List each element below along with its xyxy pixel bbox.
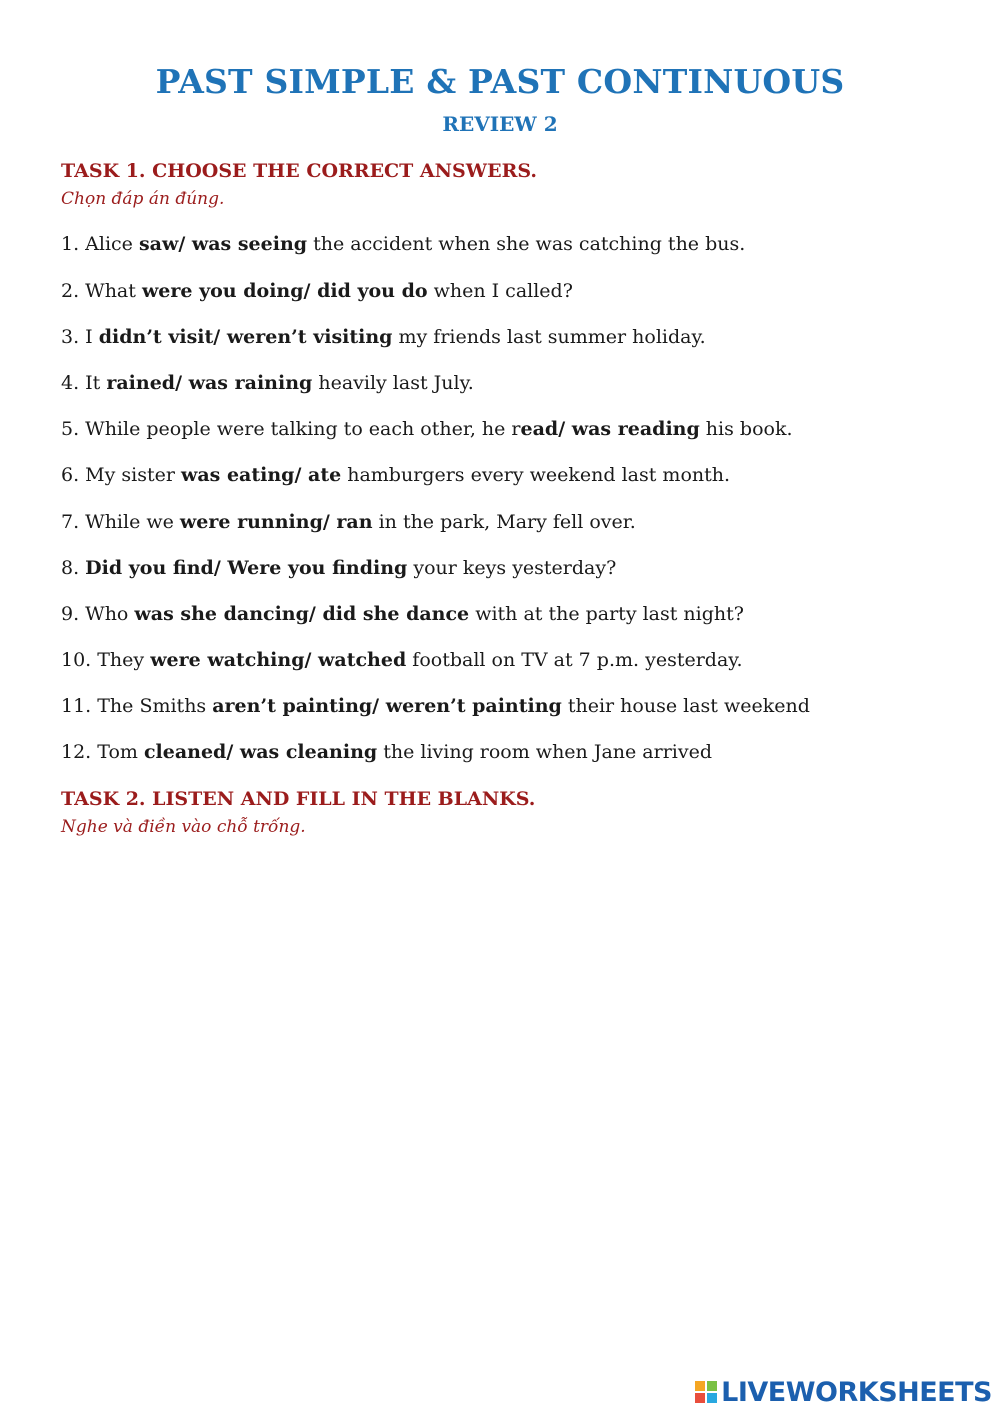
question-3: 3. I didn’t visit/ weren’t visiting my friends last summer holiday. bbox=[61, 326, 706, 348]
liveworksheets-logo bbox=[695, 1377, 992, 1407]
question-11: 11. The Smiths aren’t painting/ weren’t painting their house last weekend bbox=[61, 695, 810, 717]
task2-note: Nghe và điền vào chỗ trống. bbox=[61, 817, 306, 837]
question-1: 1. Alice saw/ was seeing the accident when she was catching the bus. bbox=[61, 233, 746, 255]
answer-options[interactable]: were running/ ran bbox=[179, 511, 373, 533]
page-title: PAST SIMPLE & PAST CONTINUOUS bbox=[155, 62, 845, 101]
question-6: 6. My sister was eating/ ate hamburgers every weekend last month. bbox=[61, 464, 731, 486]
logo-text: LIVEWORKSHEETS bbox=[721, 1376, 992, 1408]
question-10: 10. They were watching/ watched football on TV at 7 p.m. yesterday. bbox=[61, 649, 743, 671]
question-8: 8. Did you find/ Were you finding your keys yesterday? bbox=[61, 557, 617, 579]
task1-heading: TASK 1. CHOOSE THE CORRECT ANSWERS. bbox=[61, 160, 538, 182]
question-2: 2. What were you doing/ did you do when I called? bbox=[61, 280, 573, 302]
question-5: 5. While people were talking to each other, he read/ was reading his book. bbox=[61, 418, 793, 440]
answer-options[interactable]: rained/ was raining bbox=[106, 372, 313, 394]
answer-options[interactable]: cleaned/ was cleaning bbox=[143, 741, 378, 763]
answer-options[interactable]: Did you find/ Were you finding bbox=[85, 557, 408, 579]
task1-note: Chọn đáp án đúng. bbox=[61, 189, 225, 209]
page-subtitle: REVIEW 2 bbox=[442, 112, 558, 136]
question-12: 12. Tom cleaned/ was cleaning the living room when Jane arrived bbox=[61, 741, 712, 763]
answer-options[interactable]: saw/ was seeing bbox=[138, 233, 308, 255]
answer-options[interactable]: aren’t painting/ weren’t painting bbox=[212, 695, 562, 717]
answer-options[interactable]: was eating/ ate bbox=[180, 464, 342, 486]
answer-options[interactable]: were watching/ watched bbox=[150, 649, 407, 671]
question-9: 9. Who was she dancing/ did she dance with at the party last night? bbox=[61, 603, 744, 625]
question-7: 7. While we were running/ ran in the park, Mary fell over. bbox=[61, 511, 636, 533]
logo-blocks-icon bbox=[695, 1381, 717, 1403]
answer-options[interactable]: were you doing/ did you do bbox=[141, 280, 428, 302]
question-4: 4. It rained/ was raining heavily last July. bbox=[61, 372, 474, 394]
answer-options[interactable]: was she dancing/ did she dance bbox=[134, 603, 470, 625]
answer-options[interactable]: ead/ was reading bbox=[520, 418, 700, 440]
task2-heading: TASK 2. LISTEN AND FILL IN THE BLANKS. bbox=[61, 788, 536, 810]
answer-options[interactable]: didn’t visit/ weren’t visiting bbox=[98, 326, 393, 348]
